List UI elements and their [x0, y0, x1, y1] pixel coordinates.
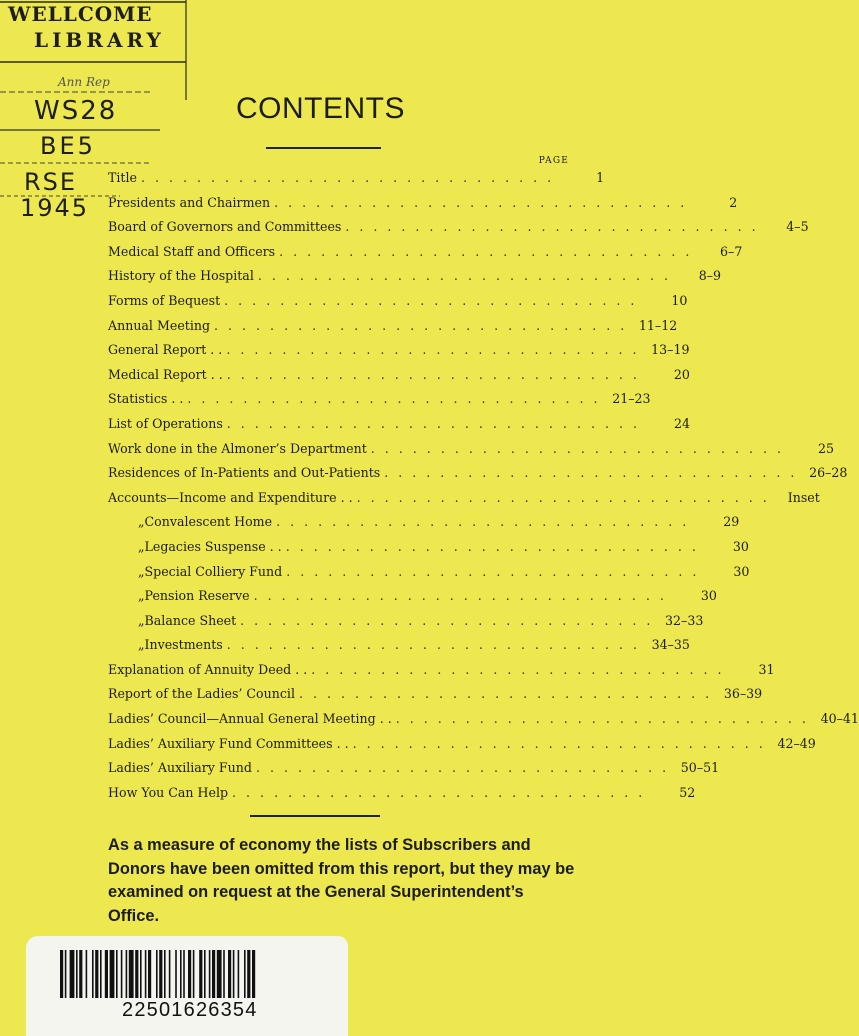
- dot-leader: . . . . . . . . . . . . . . . . . . . . . . . . . . . . . .: [257, 268, 672, 284]
- toc-entry-label: Explanation of Annuity Deed . .: [108, 661, 308, 677]
- dot-leader: . . . . . . . . . . . . . . . . . . . . . . . . . . . . . .: [274, 194, 688, 210]
- barcode-bar: [65, 950, 67, 998]
- toc-entry-label: Pension Reserve: [144, 588, 250, 604]
- barcode-bar: [145, 950, 147, 998]
- toc-entry-page: 36–39: [723, 686, 763, 702]
- dot-leader: . . . . . . . . . . . . . . . . . . . . . . . . . . . . . .: [253, 588, 667, 604]
- toc-entry-page: 10: [671, 292, 688, 308]
- toc-entry-label: Ladies’ Auxiliary Fund: [108, 760, 252, 776]
- toc-entry-label: Work done in the Almoner’s Department: [108, 440, 367, 456]
- toc-entry-label: Medical Report . .: [108, 366, 223, 382]
- barcode-bar: [95, 950, 98, 998]
- toc-entry-label: Special Colliery Fund: [144, 563, 283, 579]
- barcode-bar: [164, 950, 166, 998]
- toc-entry: [108, 637, 690, 662]
- ditto-mark: „: [138, 538, 145, 554]
- barcode-bar: [140, 950, 142, 998]
- toc-entry-label: How You Can Help: [108, 784, 229, 800]
- dot-leader: . . . . . . . . . . . . . . . . . . . . . . . . . . . . . .: [276, 514, 690, 530]
- barcode-bar: [228, 950, 231, 998]
- toc-entry: [108, 243, 743, 269]
- toc-entry-page: 30: [700, 588, 717, 604]
- toc-entry: [108, 465, 848, 490]
- dot-leader: . . . . . . . . . . . . . . . . . . . . . . . . . . . . . .: [384, 465, 798, 481]
- toc-entry-label: Forms of Bequest: [108, 292, 221, 308]
- barcode-bar: [244, 950, 246, 998]
- ditto-mark: „: [138, 588, 145, 604]
- stamp-line-wellcome: WELLCOME: [8, 2, 153, 26]
- barcode-bar: [110, 950, 115, 998]
- barcode-bar: [148, 950, 151, 998]
- toc-entry-page: 21–23: [612, 391, 651, 407]
- toc-entry: [108, 292, 688, 318]
- barcode-bar: [105, 950, 108, 998]
- toc-entry-page: 1: [596, 170, 605, 185]
- economy-note: As a measure of economy the lists of Subscribers and Donors have been omitted from this report, but they may be examined on request at the General Superintendent’s Office.: [108, 836, 575, 925]
- dot-leader: . . . . . . . . . . . . . . . . . . . . . . . . . . . . . .: [214, 317, 628, 333]
- barcode-bar: [204, 950, 206, 998]
- toc-entry: [108, 760, 720, 785]
- toc-entry: [108, 563, 750, 589]
- contents-list: [108, 170, 859, 809]
- barcode-bar: [212, 950, 215, 998]
- stamp-line-annrep: Ann Rep: [58, 75, 110, 89]
- toc-entry-page: 8–9: [698, 268, 722, 284]
- toc-entry: [108, 415, 690, 441]
- toc-entry-label: Board of Governors and Committees: [108, 219, 342, 235]
- toc-entry: [108, 440, 834, 466]
- barcode-bar: [188, 950, 191, 998]
- barcode-bar: [233, 950, 235, 998]
- barcode-bar: [199, 950, 202, 998]
- barcode-bar: [129, 950, 134, 998]
- toc-entry: [108, 342, 690, 367]
- stamp-shelfmark-3: RSE: [24, 168, 78, 196]
- toc-entry: [108, 170, 605, 195]
- dot-leader: . . . . . . . . . . . . . . . . . . . . . . . . . . . . . .: [395, 711, 809, 727]
- dot-leader: . . . . . . . . . . . . . . . . . . . . . . . . . . . . . .: [226, 366, 640, 382]
- barcode-bar: [217, 950, 222, 998]
- toc-entry-page: 4–5: [786, 219, 809, 235]
- toc-entry-label: Medical Staff and Officers: [108, 243, 276, 259]
- stamp-shelfmark-2: BE5: [40, 132, 96, 160]
- dot-leader: . . . . . . . . . . . . . . . . . . . . . . . . . . . . . .: [226, 415, 640, 431]
- ditto-mark: „: [138, 637, 145, 653]
- toc-entry-page: 31: [758, 661, 775, 677]
- dot-leader: . . . . . . . . . . . . . . . . . . . . . . . . . . . . . .: [285, 538, 699, 554]
- toc-entry: [108, 735, 816, 761]
- toc-entry: [108, 661, 775, 687]
- toc-entry-page: 6–7: [720, 243, 743, 259]
- dot-leader: . . . . . . . . . . . . . . . . . . . . . . . . . . . . . .: [226, 637, 640, 653]
- stamp-line-library: LIBRARY: [34, 28, 165, 52]
- page-title: CONTENTS: [236, 92, 405, 125]
- toc-entry-page: 2: [729, 194, 738, 210]
- toc-entry: [108, 514, 740, 539]
- dot-leader: . . . . . . . . . . . . . . . . . . . . . . . . . . . . . .: [255, 760, 670, 776]
- barcode-bar: [180, 950, 182, 998]
- barcode-bar: [238, 950, 240, 998]
- toc-entry: [108, 317, 678, 343]
- ditto-mark: „: [138, 514, 145, 530]
- toc-entry: [108, 366, 690, 392]
- dot-leader: . . . . . . . . . . . . . . . . . . . . . . . . . . . . . .: [286, 563, 700, 579]
- dot-leader: . . . . . . . . . . . . . . . . . . . . . . . . . . . . . .: [298, 686, 713, 702]
- title-rule: [266, 147, 381, 149]
- barcode: [60, 950, 340, 1000]
- toc-entry: [108, 538, 749, 564]
- toc-entry-label: Ladies’ Auxiliary Fund Committees . .: [108, 735, 349, 751]
- ditto-mark: „: [138, 612, 145, 628]
- toc-entry-page: Inset: [787, 489, 820, 505]
- toc-entry-page: 52: [679, 784, 696, 800]
- toc-entry: [108, 686, 763, 711]
- stamp-shelfmark-1: WS28: [34, 96, 118, 126]
- dot-leader: . . . . . . . . . . . . . . . . . . . . . . . . . . . . . .: [352, 735, 766, 751]
- toc-entry-label: Title: [108, 170, 137, 185]
- barcode-bar: [121, 950, 123, 998]
- toc-entry-label: Presidents and Chairmen: [108, 194, 271, 210]
- toc-entry-label: Residences of In-Patients and Out-Patients: [108, 465, 381, 481]
- toc-entry-page: 42–49: [777, 735, 816, 751]
- barcode-bar: [175, 950, 177, 998]
- dot-leader: . . . . . . . . . . . . . . . . . . . . . . . . . . . . . .: [345, 219, 759, 235]
- barcode-bar: [70, 950, 75, 998]
- toc-entry-label: List of Operations: [108, 415, 223, 431]
- barcode-bar: [86, 950, 88, 998]
- toc-entry-label: Legacies Suspense . .: [144, 538, 282, 554]
- toc-entry-page: 34–35: [651, 637, 690, 653]
- barcode-bar: [209, 950, 211, 998]
- toc-entry-label: Ladies’ Council—Annual General Meeting . .: [108, 711, 392, 727]
- toc-entry-page: 30: [732, 538, 749, 554]
- toc-entry: [108, 784, 696, 810]
- barcode-bar: [156, 950, 158, 998]
- toc-entry-label: History of the Hospital: [108, 268, 254, 284]
- toc-entry-page: 50–51: [680, 760, 720, 776]
- barcode-bar: [126, 950, 128, 998]
- barcode-bar: [169, 950, 171, 998]
- toc-entry: [108, 391, 651, 416]
- toc-entry: [108, 268, 722, 293]
- toc-entry-page: 29: [723, 514, 740, 530]
- toc-entry: [108, 194, 738, 220]
- dot-leader: . . . . . . . . . . . . . . . . . . . . . . . . . . . . . .: [279, 243, 693, 259]
- barcode-bar: [76, 950, 78, 998]
- barcode-bar: [223, 950, 225, 998]
- toc-entry-page: 20: [673, 366, 690, 382]
- barcode-bar: [79, 950, 82, 998]
- toc-entry-page: 13–19: [651, 342, 690, 358]
- barcode-bar: [247, 950, 250, 998]
- toc-entry-page: 11–12: [638, 317, 678, 333]
- dot-leader: . . . . . . . . . . . . . . . . . . . . . . . . . . . . . .: [356, 489, 770, 505]
- toc-entry-page: 26–28: [809, 465, 848, 481]
- barcode-bar: [159, 950, 162, 998]
- stamp-year: 1945: [20, 194, 90, 222]
- footer-rule: [250, 815, 380, 817]
- dot-leader: . . . . . . . . . . . . . . . . . . . . . . . . . . . . . .: [140, 170, 555, 185]
- toc-entry: [108, 711, 859, 736]
- toc-entry-label: General Report . .: [108, 342, 223, 358]
- toc-entry-page: 30: [733, 563, 750, 579]
- toc-entry-label: Statistics . .: [108, 391, 184, 407]
- dot-leader: . . . . . . . . . . . . . . . . . . . . . . . . . . . . . .: [226, 342, 640, 358]
- barcode-bar: [116, 950, 118, 998]
- dot-leader: . . . . . . . . . . . . . . . . . . . . . . . . . . . . . .: [224, 292, 638, 308]
- barcode-bar: [252, 950, 255, 998]
- barcode-bar: [60, 950, 63, 998]
- dot-leader: . . . . . . . . . . . . . . . . . . . . . . . . . . . . . .: [232, 784, 646, 800]
- page-column-label: PAGE: [538, 156, 569, 166]
- barcode-bar: [193, 950, 195, 998]
- dot-leader: . . . . . . . . . . . . . . . . . . . . . . . . . . . . . .: [240, 612, 654, 628]
- barcode-bar: [100, 950, 102, 998]
- toc-entry-label: Accounts—Income and Expenditure . .: [108, 489, 353, 505]
- dot-leader: . . . . . . . . . . . . . . . . . . . . . . . . . . . . . .: [370, 440, 784, 456]
- toc-entry: [108, 588, 717, 613]
- dot-leader: . . . . . . . . . . . . . . . . . . . . . . . . . . . . . .: [311, 661, 725, 677]
- dot-leader: . . . . . . . . . . . . . . . . . . . . . . . . . . . . . .: [187, 391, 601, 407]
- toc-entry-page: 32–33: [665, 612, 704, 628]
- toc-entry-label: Report of the Ladies’ Council: [108, 686, 295, 702]
- barcode-bar: [183, 950, 185, 998]
- barcode-label: [26, 936, 348, 1036]
- toc-entry-page: 25: [817, 440, 834, 456]
- barcode-bar: [92, 950, 94, 998]
- toc-entry-page: 24: [673, 415, 690, 431]
- toc-entry: [108, 489, 820, 515]
- barcode-bar: [135, 950, 138, 998]
- toc-entry-label: Investments: [144, 637, 223, 653]
- toc-entry-label: Convalescent Home: [144, 514, 273, 530]
- toc-entry-label: Balance Sheet: [144, 612, 237, 628]
- toc-entry-label: Annual Meeting: [108, 317, 211, 333]
- toc-entry: [108, 612, 704, 638]
- toc-entry-page: 40–41: [820, 711, 859, 727]
- barcode-number: 22501626354: [122, 999, 258, 1021]
- ditto-mark: „: [138, 563, 145, 579]
- toc-entry: [108, 219, 809, 244]
